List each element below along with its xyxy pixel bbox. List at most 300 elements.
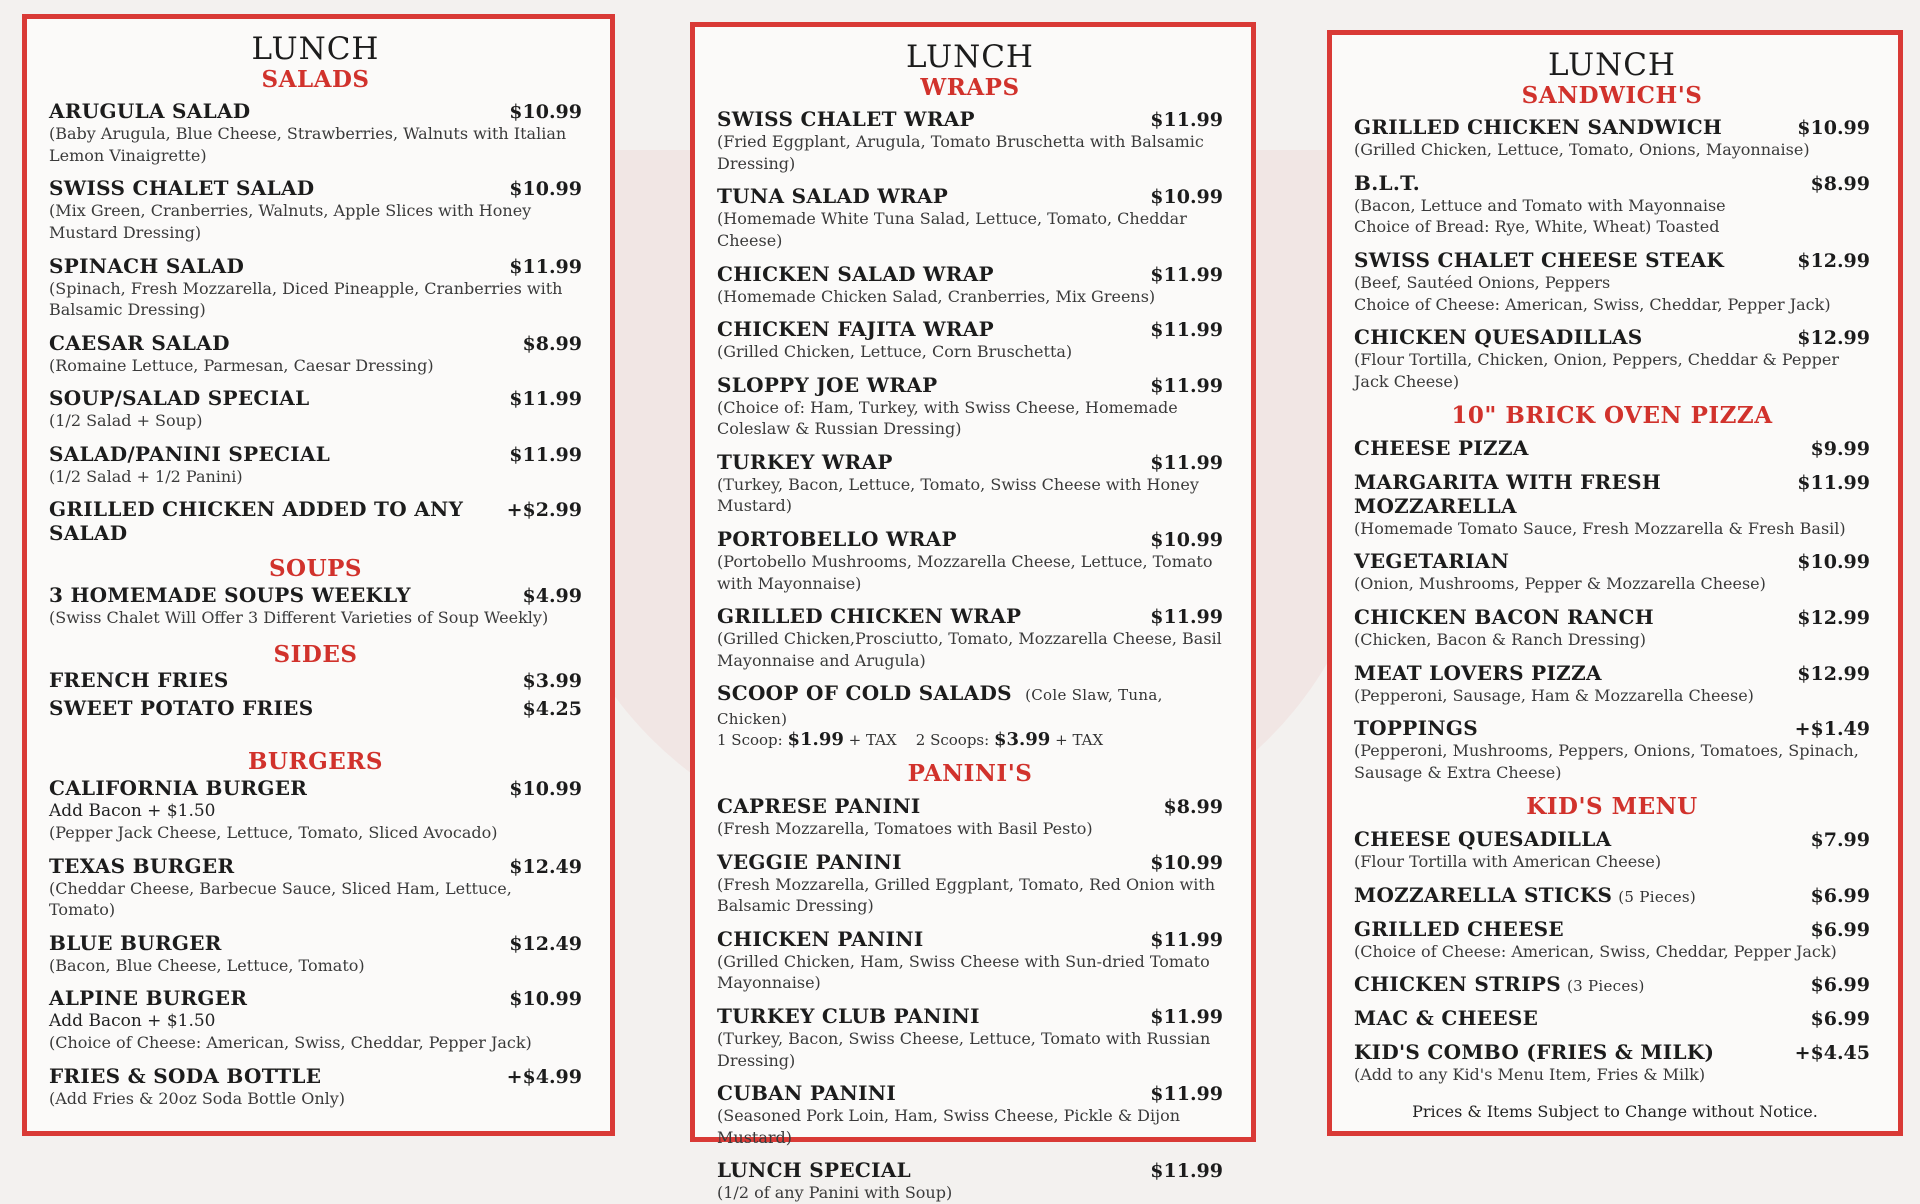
- item-addon: Add Bacon + $1.50: [49, 800, 216, 821]
- item-description: (Homemade Chicken Salad, Cranberries, Mix Greens): [717, 286, 1156, 306]
- item-description: (Choice of Cheese: American, Swiss, Cheddar, Pepper Jack): [49, 1033, 532, 1053]
- item-name-text: CHICKEN BACON RANCH: [1354, 605, 1654, 630]
- item-name: SCOOP OF COLD SALADS: [717, 681, 1012, 706]
- item-name-text: SPINACH SALAD: [49, 253, 245, 278]
- section-heading-paninis: PANINI'S: [907, 760, 1033, 788]
- menu-item: [1354, 661, 1870, 707]
- item-description: (Fresh Mozzarella, Tomatoes with Basil Pesto): [717, 819, 1093, 839]
- menu-item: [49, 931, 582, 977]
- item-name-text: MEAT LOVERS PIZZA: [1354, 660, 1602, 685]
- item-price: $11.99: [1797, 471, 1870, 494]
- item-price: +$2.99: [506, 499, 582, 522]
- item-price: $11.99: [509, 443, 582, 466]
- item-description: (Grilled Chicken,Prosciutto, Tomato, Mozzarella Cheese, Basil Mayonnaise and Arugula): [717, 629, 1222, 670]
- item-row: [49, 854, 582, 878]
- item-description: (Mix Green, Cranberries, Walnuts, Apple Slices with Honey Mustard Dressing): [49, 201, 532, 242]
- menu-item: [49, 776, 582, 844]
- menu-item: [717, 794, 1223, 840]
- item-name-text: SWISS CHALET SALAD: [49, 176, 315, 201]
- item-name-text: CHICKEN QUESADILLAS: [1354, 325, 1643, 350]
- item-price: $10.99: [1797, 551, 1870, 574]
- item-description: (Fresh Mozzarella, Grilled Eggplant, Tomato, Red Onion with Balsamic Dressing): [717, 874, 1216, 916]
- wraps-list: [717, 107, 1223, 671]
- item-name: [1354, 605, 1654, 629]
- burgers-list: [49, 776, 582, 1110]
- item-name: [1354, 171, 1420, 195]
- item-name: [1354, 436, 1529, 460]
- item-name-text: PORTOBELLO WRAP: [717, 527, 957, 552]
- menu-item: [1354, 605, 1870, 651]
- item-name-text: SLOPPY JOE WRAP: [717, 372, 938, 397]
- item-row: [717, 317, 1223, 341]
- section-heading-pizza: 10" BRICK OVEN PIZZA: [1451, 402, 1773, 430]
- item-row: [49, 99, 582, 123]
- item-description: (Grilled Chicken, Ham, Swiss Cheese with Sun-dried Tomato Mayonnaise): [717, 951, 1210, 993]
- item-description: (Add to any Kid's Menu Item, Fries & Milk): [1354, 1065, 1706, 1085]
- item-description: (Swiss Chalet Will Offer 3 Different Varieties of Soup Weekly): [49, 608, 549, 628]
- item-price: $11.99: [1150, 319, 1223, 342]
- menu-item: [49, 497, 582, 545]
- item-row: [717, 850, 1223, 874]
- soups-list: [49, 583, 582, 629]
- menu-item: [49, 854, 582, 921]
- item-name-text: ARUGULA SALAD: [49, 99, 251, 124]
- item-price: $12.49: [509, 932, 582, 955]
- item-row: [717, 450, 1223, 474]
- item-row: [1354, 972, 1870, 996]
- item-name: [717, 850, 902, 874]
- item-description: (Grilled Chicken, Lettuce, Tomato, Onions, Mayonnaise): [1354, 140, 1810, 160]
- menu-panel-salads-burgers: [22, 14, 615, 1136]
- item-name: [1354, 248, 1724, 272]
- item-description: (Flour Tortilla with American Cheese): [1354, 852, 1662, 872]
- item-price: +$4.99: [506, 1066, 582, 1089]
- item-row: [49, 497, 582, 545]
- section-heading-kids-menu: KID'S MENU: [1526, 793, 1698, 821]
- item-description: (Pepperoni, Mushrooms, Peppers, Onions, Tomatoes, Spinach, Sausage & Extra Cheese): [1354, 741, 1859, 782]
- item-row: [1354, 436, 1870, 460]
- item-price: $11.99: [1150, 1160, 1223, 1183]
- item-description: (Fried Eggplant, Arugula, Tomato Bruschetta with Balsamic Dressing): [717, 132, 1204, 173]
- item-description: (Homemade White Tuna Salad, Lettuce, Tomato, Cheddar Cheese): [717, 209, 1187, 250]
- item-row: [49, 668, 582, 692]
- item-name-text: 3 HOMEMADE SOUPS WEEKLY: [49, 583, 411, 608]
- item-name: [49, 668, 229, 692]
- item-row: [49, 776, 582, 800]
- item-price: $11.99: [1150, 263, 1223, 286]
- scoop-two-price: $3.99: [993, 729, 1051, 751]
- item-description: (Bacon, Lettuce and Tomato with Mayonnaise: [1354, 195, 1726, 215]
- item-price: $4.99: [522, 585, 582, 608]
- item-price: $12.99: [1797, 662, 1870, 685]
- item-name: [1354, 883, 1696, 907]
- item-row: [717, 1081, 1223, 1105]
- item-description: (Homemade Tomato Sauce, Fresh Mozzarella & Fresh Basil): [1354, 518, 1846, 538]
- panel-title: LUNCH: [906, 39, 1034, 75]
- item-row: [1354, 661, 1870, 685]
- item-price: $10.99: [509, 988, 582, 1011]
- item-name: [717, 927, 924, 951]
- item-description: (Choice of Cheese: American, Swiss, Cheddar, Pepper Jack): [1354, 941, 1837, 961]
- item-name: [49, 331, 230, 355]
- item-price: $11.99: [509, 388, 582, 411]
- item-name-text: GRILLED CHICKEN ADDED TO ANY SALAD: [49, 497, 464, 546]
- item-name-text: CHEESE PIZZA: [1354, 435, 1529, 460]
- item-name: [717, 604, 1021, 628]
- item-name-text: B.L.T.: [1354, 170, 1420, 195]
- item-price: $12.99: [1797, 607, 1870, 630]
- item-description: (Choice of: Ham, Turkey, with Swiss Cheese, Homemade Coleslaw & Russian Dressing): [717, 397, 1178, 439]
- item-description: (Pepper Jack Cheese, Lettuce, Tomato, Sliced Avocado): [49, 822, 498, 842]
- menu-item: [49, 386, 582, 432]
- item-name: [717, 262, 994, 286]
- item-price: $11.99: [1150, 1083, 1223, 1106]
- item-row: [49, 583, 582, 607]
- item-name-text: MOZZARELLA STICKS: [1354, 882, 1613, 907]
- item-price: $10.99: [509, 178, 582, 201]
- item-description: (Add Fries & 20oz Soda Bottle Only): [49, 1089, 346, 1109]
- item-name: [49, 254, 244, 278]
- item-name-text: SALAD/PANINI SPECIAL: [49, 441, 331, 466]
- item-price: +$1.49: [1794, 718, 1870, 741]
- sides-list: [49, 668, 582, 720]
- item-description: (1/2 of any Panini with Soup): [717, 1183, 953, 1203]
- item-row: [1354, 605, 1870, 629]
- item-name-text: CUBAN PANINI: [717, 1081, 897, 1106]
- item-name: [717, 107, 975, 131]
- item-description: (Pepperoni, Sausage, Ham & Mozzarella Cheese): [1354, 685, 1754, 705]
- section-heading-soups: SOUPS: [268, 555, 363, 583]
- item-price: $11.99: [1150, 374, 1223, 397]
- item-price: $11.99: [509, 255, 582, 278]
- item-name: [717, 794, 921, 818]
- item-row: [717, 527, 1223, 551]
- item-name: [49, 497, 495, 545]
- item-row: [1354, 470, 1870, 518]
- scoop-tax-note: + TAX: [1055, 731, 1104, 750]
- item-price: $10.99: [1150, 186, 1223, 209]
- item-price: $8.99: [522, 332, 582, 355]
- item-price: $4.25: [522, 698, 582, 721]
- item-description: (Seasoned Pork Loin, Ham, Swiss Cheese, Pickle & Dijon Mustard): [717, 1106, 1181, 1147]
- item-row: [1354, 325, 1870, 349]
- menu-item: [1354, 325, 1870, 392]
- menu-item: [1354, 436, 1870, 460]
- item-row: [1354, 171, 1870, 195]
- item-description: (Portobello Mushrooms, Mozzarella Cheese, Lettuce, Tomato with Mayonnaise): [717, 552, 1213, 593]
- item-description-extra: Choice of Cheese: American, Swiss, Cheddar, Pepper Jack): [1354, 294, 1831, 314]
- section-heading-sides: SIDES: [273, 640, 358, 668]
- price-disclaimer: Prices & Items Subject to Change without Notice.: [1412, 1102, 1818, 1121]
- item-description: (Turkey, Bacon, Swiss Cheese, Lettuce, Tomato with Russian Dressing): [717, 1029, 1211, 1070]
- item-row: [717, 1004, 1223, 1028]
- item-name: [49, 986, 247, 1010]
- scoop-tax-note: + TAX: [848, 731, 897, 750]
- menu-item: [1354, 248, 1870, 315]
- item-name: [717, 184, 948, 208]
- item-note: (3 Pieces): [1566, 977, 1645, 996]
- item-row: [49, 176, 582, 200]
- panel-title: LUNCH: [1548, 47, 1676, 83]
- item-name-text: KID'S COMBO (FRIES & MILK): [1354, 1040, 1715, 1065]
- item-description: (Grilled Chicken, Lettuce, Corn Bruschetta): [717, 342, 1073, 362]
- item-price: $10.99: [509, 101, 582, 124]
- item-row: [49, 442, 582, 466]
- item-name-text: CALIFORNIA BURGER: [49, 775, 308, 800]
- item-name: [1354, 661, 1602, 685]
- item-name: [49, 386, 309, 410]
- item-name: [1354, 325, 1643, 349]
- menu-panel-wraps-paninis: [690, 22, 1256, 1203]
- scoop-one-label: 1 Scoop:: [717, 731, 783, 750]
- menu-item: [49, 254, 582, 321]
- item-name-text: TUNA SALAD WRAP: [717, 184, 949, 209]
- item-price: $11.99: [1150, 451, 1223, 474]
- item-name-text: SOUP/SALAD SPECIAL: [49, 386, 310, 411]
- menu-item: [49, 331, 582, 377]
- salads-list: [49, 99, 582, 545]
- sandwiches-list: [1354, 115, 1870, 392]
- item-addon: Add Bacon + $1.50: [49, 1011, 216, 1032]
- item-row: [49, 1064, 582, 1088]
- item-price: $6.99: [1810, 1008, 1870, 1031]
- item-name-text: ALPINE BURGER: [49, 986, 248, 1011]
- item-price: $12.99: [1797, 249, 1870, 272]
- item-price: $11.99: [1150, 606, 1223, 629]
- item-price: $11.99: [1150, 928, 1223, 951]
- menu-item: [49, 99, 582, 166]
- item-name: [49, 176, 314, 200]
- item-description: (1/2 Salad + 1/2 Panini): [49, 466, 243, 486]
- item-name-text: TURKEY CLUB PANINI: [717, 1004, 980, 1029]
- item-row: [1354, 1040, 1870, 1064]
- item-name: [49, 854, 234, 878]
- item-description: (Bacon, Blue Cheese, Lettuce, Tomato): [49, 955, 365, 975]
- item-description: (Chicken, Bacon & Ranch Dressing): [1354, 630, 1646, 650]
- item-name-text: TOPPINGS: [1354, 716, 1478, 741]
- item-name: [717, 373, 937, 397]
- menu-item: [1354, 549, 1870, 595]
- menu-item-scoop-of-cold-salads: [717, 681, 1223, 750]
- menu-panel-sandwiches-pizza-kids: [1327, 30, 1903, 1136]
- item-name-text: LUNCH SPECIAL: [717, 1158, 911, 1183]
- item-row: [717, 262, 1223, 286]
- item-name-text: BLUE BURGER: [49, 930, 222, 955]
- item-name: [49, 776, 307, 800]
- item-row: [717, 107, 1223, 131]
- menu-item: [49, 442, 582, 488]
- item-name-text: GRILLED CHEESE: [1354, 916, 1564, 941]
- item-name: [1354, 972, 1645, 996]
- item-row: [1354, 716, 1870, 740]
- section-heading-sandwiches: SANDWICH'S: [1521, 81, 1703, 109]
- item-name: [49, 931, 222, 955]
- item-name: [717, 450, 893, 474]
- menu-item: [1354, 917, 1870, 963]
- item-row: [1354, 115, 1870, 139]
- item-description: (Flour Tortilla, Chicken, Onion, Peppers, Cheddar & Pepper Jack Cheese): [1354, 350, 1839, 391]
- item-name-text: FRIES & SODA BOTTLE: [49, 1064, 322, 1089]
- menu-item: [49, 986, 582, 1054]
- item-name-text: VEGGIE PANINI: [717, 849, 902, 874]
- item-name-text: MAC & CHEESE: [1354, 1006, 1539, 1031]
- item-description-extra: Choice of Bread: Rye, White, Wheat) Toasted: [1354, 217, 1720, 237]
- item-name-text: CHEESE QUESADILLA: [1354, 827, 1612, 852]
- menu-item: [717, 1081, 1223, 1148]
- item-price: $12.99: [1797, 327, 1870, 350]
- item-price: $8.99: [1163, 796, 1223, 819]
- item-name-text: CHICKEN PANINI: [717, 926, 924, 951]
- menu-item: [49, 176, 582, 243]
- item-name-text: CHICKEN SALAD WRAP: [717, 261, 994, 286]
- menu-item: [1354, 972, 1870, 996]
- item-name: [1354, 1006, 1538, 1030]
- menu-item: [1354, 827, 1870, 873]
- item-name-text: GRILLED CHICKEN WRAP: [717, 604, 1022, 629]
- item-row: [1354, 917, 1870, 941]
- menu-item: [717, 262, 1223, 308]
- item-row: [1354, 827, 1870, 851]
- menu-item: [717, 184, 1223, 251]
- item-description: (Romaine Lettuce, Parmesan, Caesar Dressing): [49, 355, 434, 375]
- item-row: [49, 696, 582, 720]
- menu-item: [1354, 1006, 1870, 1030]
- item-description: (Beef, Sautéed Onions, Peppers: [1354, 272, 1611, 292]
- menu-item: [1354, 716, 1870, 783]
- item-row: [1354, 883, 1870, 907]
- item-price: $3.99: [522, 670, 582, 693]
- item-row: [717, 184, 1223, 208]
- item-row: [1354, 248, 1870, 272]
- item-name: [1354, 470, 1785, 518]
- item-name: [49, 696, 313, 720]
- item-note: (Cole Slaw, Tuna, Chicken): [717, 686, 1163, 729]
- item-price: $8.99: [1810, 172, 1870, 195]
- menu-item: [1354, 470, 1870, 540]
- item-name: [49, 99, 250, 123]
- item-name-text: CAESAR SALAD: [49, 330, 230, 355]
- item-name: [1354, 1040, 1714, 1064]
- item-note: (5 Pieces): [1618, 887, 1697, 906]
- item-description: (Turkey, Bacon, Lettuce, Tomato, Swiss Cheese with Honey Mustard): [717, 474, 1199, 516]
- section-heading-wraps: WRAPS: [920, 73, 1020, 101]
- item-name-text: TURKEY WRAP: [717, 449, 893, 474]
- menu-item: [717, 927, 1223, 994]
- item-name-text: TEXAS BURGER: [49, 853, 235, 878]
- menu-item: [717, 527, 1223, 594]
- section-heading-burgers: BURGERS: [247, 748, 383, 776]
- paninis-list: [717, 794, 1223, 1204]
- menu-item: [1354, 171, 1870, 238]
- item-row: [717, 373, 1223, 397]
- item-row: [49, 331, 582, 355]
- item-price: $7.99: [1810, 829, 1870, 852]
- item-price: $11.99: [1150, 1006, 1223, 1029]
- item-name-text: GRILLED CHICKEN SANDWICH: [1354, 115, 1723, 140]
- item-row: [717, 794, 1223, 818]
- item-price: $6.99: [1810, 974, 1870, 997]
- item-description: (1/2 Salad + Soup): [49, 411, 203, 431]
- menu-item: [1354, 115, 1870, 161]
- item-price: $6.99: [1810, 918, 1870, 941]
- menu-item: [49, 696, 582, 720]
- menu-item: [717, 1158, 1223, 1204]
- item-row: [1354, 549, 1870, 573]
- item-name: [717, 1081, 896, 1105]
- item-description: (Baby Arugula, Blue Cheese, Strawberries, Walnuts with Italian Lemon Vinaigrette): [49, 124, 567, 165]
- item-name: [1354, 917, 1564, 941]
- item-row: [1354, 1006, 1870, 1030]
- item-name-text: CHICKEN FAJITA WRAP: [717, 317, 994, 342]
- item-price: $11.99: [1150, 109, 1223, 132]
- section-heading-salads: SALADS: [261, 65, 370, 93]
- panel-title: LUNCH: [251, 31, 380, 67]
- item-name: [49, 1064, 321, 1088]
- menu-item: [717, 450, 1223, 517]
- menu-item: [717, 604, 1223, 671]
- item-price: $10.99: [509, 777, 582, 800]
- menu-item: [717, 317, 1223, 363]
- item-name-text: SWISS CHALET WRAP: [717, 107, 975, 132]
- menu-item: [49, 668, 582, 692]
- item-name: [717, 527, 957, 551]
- item-name: [1354, 827, 1611, 851]
- menu-item: [717, 1004, 1223, 1071]
- menu-item: [1354, 1040, 1870, 1086]
- item-name-text: SWISS CHALET CHEESE STEAK: [1354, 247, 1725, 272]
- scoop-one-price: $1.99: [787, 729, 844, 751]
- item-price: +$4.45: [1794, 1042, 1870, 1065]
- menu-item: [49, 1064, 582, 1110]
- item-price: $10.99: [1150, 529, 1223, 552]
- item-name-text: VEGETARIAN: [1354, 549, 1510, 574]
- menu-item: [717, 373, 1223, 440]
- item-price: $6.99: [1810, 884, 1870, 907]
- item-name: [717, 317, 994, 341]
- item-description: (Spinach, Fresh Mozzarella, Diced Pineapple, Cranberries with Balsamic Dressing): [49, 278, 563, 320]
- item-row: [49, 931, 582, 955]
- kids-list: [1354, 827, 1870, 1086]
- item-name: [717, 1158, 911, 1182]
- item-name: [1354, 549, 1509, 573]
- item-name: [49, 583, 411, 607]
- item-name: [1354, 115, 1722, 139]
- item-name-text: FRENCH FRIES: [49, 668, 229, 693]
- scoop-prices: [717, 729, 1223, 750]
- item-name-text: MARGARITA WITH FRESH MOZZARELLA: [1354, 469, 1662, 518]
- item-price: $10.99: [1797, 117, 1870, 140]
- item-description: (Onion, Mushrooms, Pepper & Mozzarella Cheese): [1354, 574, 1766, 594]
- item-row: [717, 1158, 1223, 1182]
- item-row: [717, 927, 1223, 951]
- pizza-list: [1354, 436, 1870, 784]
- menu-item: [717, 107, 1223, 174]
- menu-item: [49, 583, 582, 629]
- item-row: [49, 986, 582, 1010]
- item-name-text: CHICKEN STRIPS: [1354, 972, 1561, 997]
- item-price: $12.49: [509, 855, 582, 878]
- item-name-text: SWEET POTATO FRIES: [49, 696, 314, 721]
- item-name: [717, 1004, 980, 1028]
- menu-item: [717, 850, 1223, 917]
- item-name: [49, 442, 330, 466]
- item-price: $9.99: [1810, 437, 1870, 460]
- scoop-two-label: 2 Scoops:: [915, 731, 990, 750]
- item-row: [49, 254, 582, 278]
- item-row: [717, 604, 1223, 628]
- menu-item: [1354, 883, 1870, 907]
- item-row: [49, 386, 582, 410]
